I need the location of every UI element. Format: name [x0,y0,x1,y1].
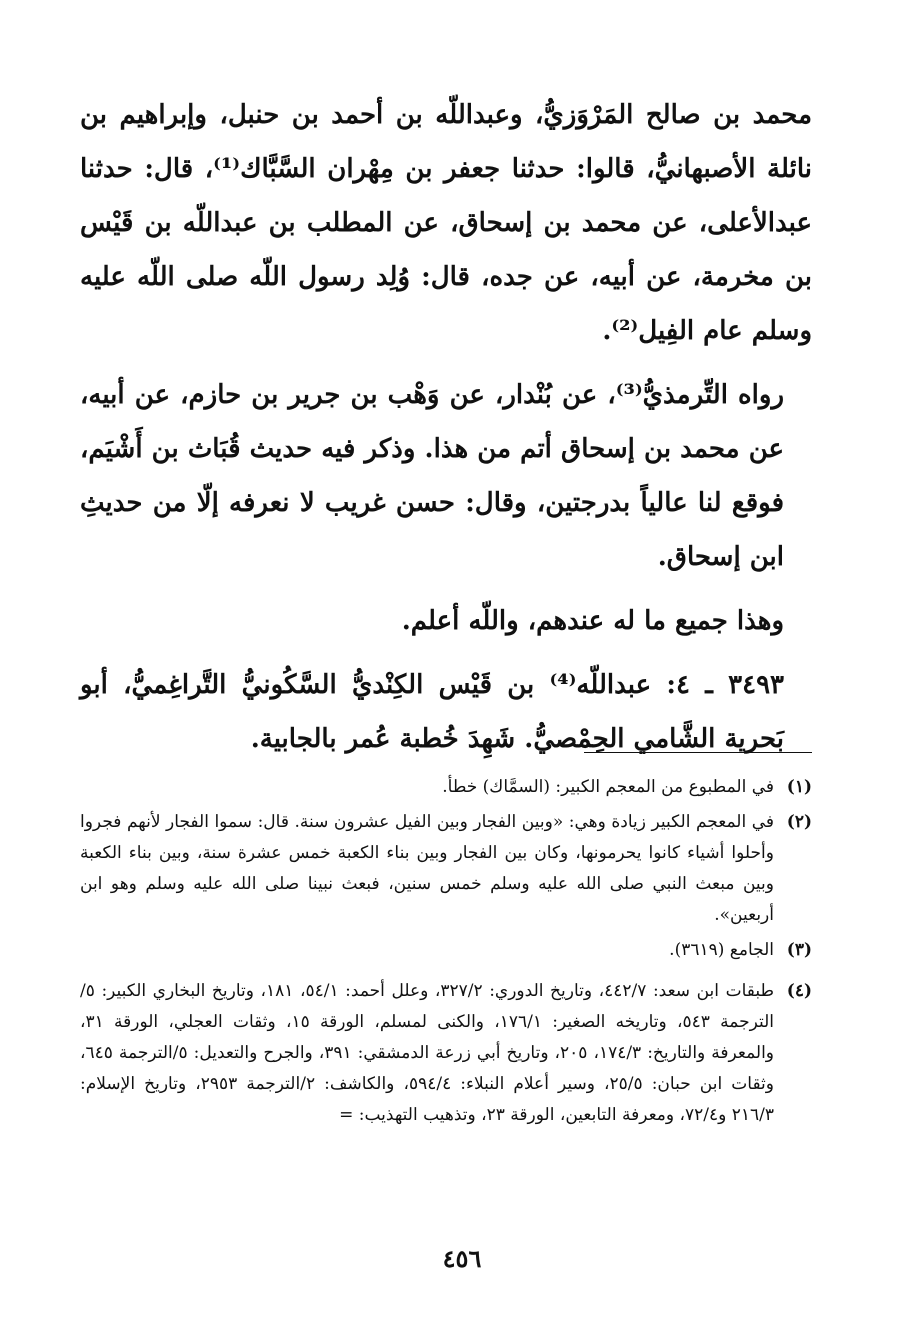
footnote-separator [584,752,812,753]
footnotes [80,772,812,1135]
hadith-chain-paragraph: محمد بن صالح المَرْوَزيُّ، وعبداللّه بن أحمد بن حنبل، وإبراهيم بن نائلة الأصبهانيُّ، قالوا: حدثنا جعفر بن مِهْران السَّبَّاك⁽¹⁾، قال: حدثنا عبدالأعلى، عن محمد بن إسحاق، عن المطلب بن عبداللّه بن قَيْس بن مخرمة، عن أبيه، عن جده، قال: وُلِد رسول اللّه صلى اللّه عليه وسلم عام الفِيل⁽²⁾. [80,100,812,346]
tirmidhi-paragraph: رواه التِّرمذيُّ⁽³⁾، عن بُنْدار، عن وَهْب بن جرير بن حازم، عن أبيه، عن محمد بن إسحاق أتم من هذا. وذكر فيه حديث قُبَاث بن أَشْيَم، فوقع لنا عالياً بدرجتين، وقال: حسن غريب لا نعرفه إلّا من حديثِ ابن إسحاق. [80,380,785,572]
footnote-3 [80,935,812,966]
page-number: ٤٥٦ [442,1244,482,1273]
footnote-text: الجامع (٣٦١٩). [669,940,774,960]
footnote-number: (٣) [786,940,812,960]
footnote-text: في المعجم الكبير زيادة وهي: «وبين الفجار وبين الفيل عشرون سنة. قال: سموا الفجار لأنهم فجروا وأحلوا أشياء كانوا يحرمونها، وكان بين الفجار وبين بناء الكعبة خمس عشرة سنة، وبين بناء الكعبة وبين مبعث النبي صلى الله عليه وسلم خمس سنين، فبعث نبينا صلى الله عليه وسلم وهو ابن أربعين». [80,812,774,925]
closing-paragraph: وهذا جميع ما له عندهم، واللّه أعلم. [401,606,784,636]
document-page [80,88,812,1268]
footnote-text: في المطبوع من المعجم الكبير: (السمَّاك) خطأ. [442,777,774,797]
footnote-number: (٤) [786,981,812,1001]
footnote-number: (١) [786,777,812,797]
footnote-4 [80,976,812,1131]
biography-entry [80,658,812,766]
main-text [80,88,812,766]
footnote-2 [80,807,812,931]
footnote-1 [80,772,812,803]
footnote-text: طبقات ابن سعد: ٤٤٢/٧، وتاريخ الدوري: ٣٢٧/٢، وعلل أحمد: ٥٤/١، ١٨١، وتاريخ البخاري الكبير: ٥/الترجمة ٥٤٣، وتاريخه الصغير: ١٧٦/١، والكنى لمسلم، الورقة ١٥، وثقات العجلي، الورقة ٣١، والمعرفة والتاريخ: ١٧٤/٣، ٢٠٥، وتاريخ أبي زرعة الدمشقي: ٣٩١، والجرح والتعديل: ٥/الترجمة ٦٤٥، وثقات ابن حبان: ٢٥/٥، وسير أعلام النبلاء: ٥٩٤/٤، والكاشف: ٢/الترجمة ٢٩٥٣، وتاريخ الإسلام: ٢١٦/٣ و٧٢/٤، ومعرفة التابعين، الورقة ٢٣، وتذهيب التهذيب: = [80,981,775,1125]
entry-number: ٣٤٩٣ ـ ٤: [651,670,784,700]
entry-text: عبداللّه⁽⁴⁾ بن قَيْس الكِنْديُّ السَّكُونيُّ التَّراغِميُّ، أبو بَحرية الشَّامي الحِمْصيُّ. شَهِدَ خُطبة عُمر بالجابية. [80,670,784,754]
footnote-number: (٢) [786,812,812,832]
